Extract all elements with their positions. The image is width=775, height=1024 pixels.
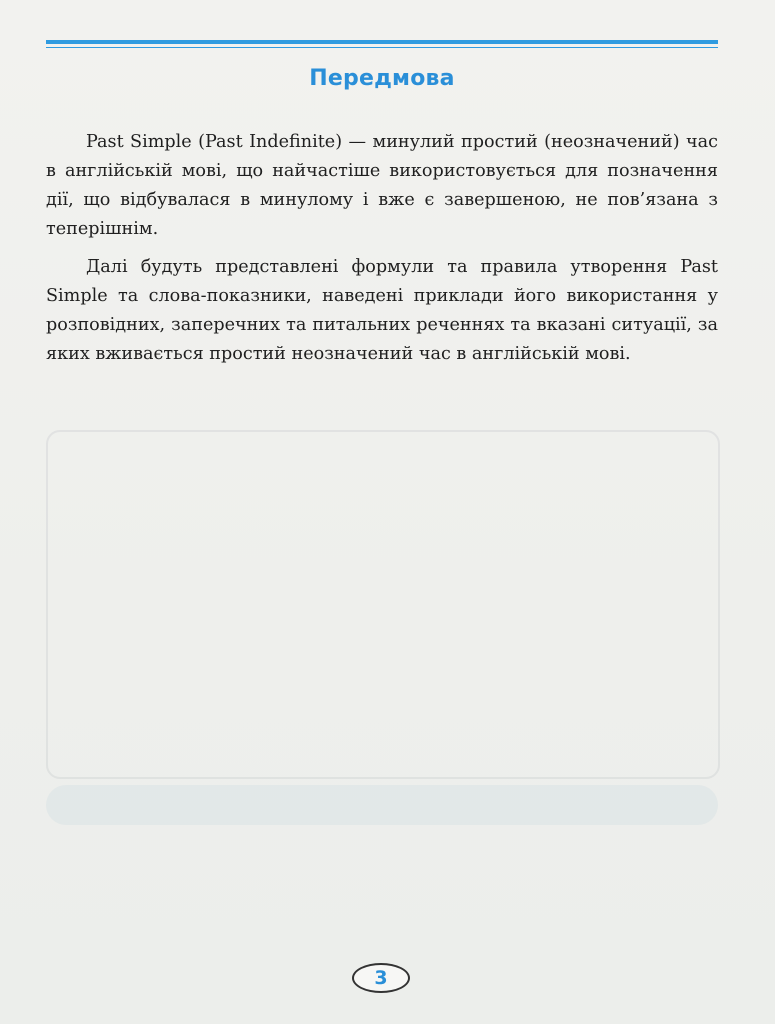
ghost-frame bbox=[46, 430, 720, 779]
page-number-badge: 3 bbox=[352, 963, 410, 993]
bleed-through-ghost bbox=[46, 430, 718, 930]
header-rule-thin bbox=[46, 47, 718, 48]
header-rule-thick bbox=[46, 40, 718, 44]
page-title: Передмова bbox=[309, 66, 455, 91]
paragraph-2: Далі будуть представлені формули та правила утворення Past Simple та слова-показники, наведені приклади його використання у розповідних, заперечних та питальних реченнях та вказані ситуації, за яких вживається простий неозначений час в англійській мові. bbox=[46, 257, 718, 364]
ghost-band bbox=[46, 785, 718, 825]
paragraph-1: Past Simple (Past Indefinite) — минулий простий (неозначений) час в англійській мові, що найчастіше використовується для позначення дії, що відбувалася в минулому і вже є завершеною, не пов’язана з теперішнім. bbox=[46, 132, 718, 239]
